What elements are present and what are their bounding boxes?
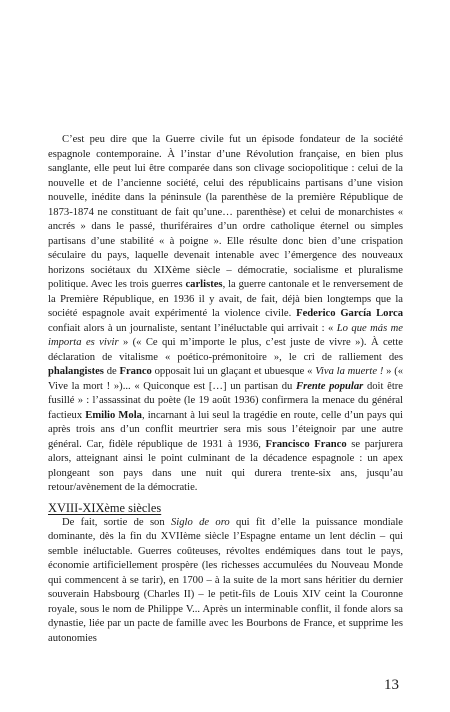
text-run: phalangistes (48, 366, 104, 377)
text-run: opposait lui un glaçant et ubuesque « (151, 366, 316, 377)
text-run: Lo que más me importa es vivir (48, 322, 403, 348)
page-number: 13 (384, 677, 399, 693)
text-run: Emilio Mola (85, 409, 142, 421)
paragraph-decline (48, 516, 403, 647)
text-run: Franco (119, 366, 152, 377)
text-run: » (« Vive la mort ! »)... « Quiconque est […] un partisan du (48, 366, 404, 392)
text-run: Frente popular (296, 380, 364, 392)
text-run: , la guerre cantonale et le renversement de la Première République, en 1936 il y avait, de fait, déjà bien longtemps que la société espagnole avait expérimenté la violence civile. (48, 279, 404, 319)
text-run: se parjurera alors, atteignant ainsi le point culminant de la décadence espagnole : un apex plongeant son pays dans une nuit qui durera trente-six ans, jusqu’au retour/avènement de la démocratie. (48, 438, 403, 493)
text-run: Federico García Lorca (296, 308, 403, 319)
text-run: de (103, 366, 120, 377)
text-run: confiait alors à un journaliste, sentant l’inéluctable qui arrivait : « (48, 322, 337, 334)
text-run: Francisco Franco (265, 438, 347, 450)
text-run: , incarnant à lui seul la tragédie en route, celle d’un pays qui après trois ans d’un conflit meurtrier sera mis sous l’éteignoir par une autre général. Car, fidèle république de 1931 à 1936, (48, 409, 404, 450)
text-run: carlistes (185, 279, 223, 290)
text-run: » (« Ce qui m’importe le plus, c’est juste de vivre »). À cette déclaration de vitalisme « poético-prémonitoire », le cri de ralliement des (48, 337, 403, 363)
text-run: Viva la muerte ! (315, 366, 384, 377)
text-run: De fait, sortie de son (62, 516, 171, 528)
text-run: doit être fusillé » : l’assassinat du poète (le 19 août 1936) confirmera la menace du général factieux (48, 380, 404, 421)
body-text (48, 133, 403, 646)
text-run: Siglo de oro (170, 516, 230, 528)
text-run: C’est peu dire que la Guerre civile fut un épisode fondateur de la société espagnole contemporaine. À l’instar d’une Révolution française, en bien plus sanglante, elle peut lui être comparée dans son clivage sociopolitique : celui de la nouvelle et de l’ancienne société, celui des républicains partisans d’une vision nouvelle, inédite dans la péninsule (la parenthèse de la première République de 1873-1874 ne constituant de fait qu’une… parenthèse) et celui de monarchistes « ancrés » dans le passé, thuriféraires d’un ordre catholique éternel ou simples partisans d’une stabilité « à poigne ». Elle résulte donc bien d’une crispation séculaire du pays, laquelle devenait intenable avec l’émergence des nouveaux horizons sociétaux du XIXème siècle – démocratie, socialisme et pluralisme politique. Avec les trois guerres (48, 134, 403, 290)
paragraph-civil-war (48, 133, 403, 496)
text-run: qui fit d’elle la puissance mondiale dominante, dès la fin du XVIIème siècle l’Espagne entame un lent déclin – qui semble inéluctable. Guerres coûteuses, révoltes endémiques dans tout le pays, économie artificiellement prospère (les richesses accumulées du Nouveau Monde qui commencent à se tarir), en 1700 – à la suite de la mort sans héritier du dernier souverain Habsbourg (Charles II) – le petit-fils de Louis XIV ceint la Couronne royale, sous le nom de Philippe V... Après un interminable conflit, il fonde alors sa dynastie, liée par un pacte de famille avec les Bourbons de France, et supprime les autonomies (48, 516, 403, 644)
section-heading: XVIII-XIXème siècles (48, 500, 162, 515)
